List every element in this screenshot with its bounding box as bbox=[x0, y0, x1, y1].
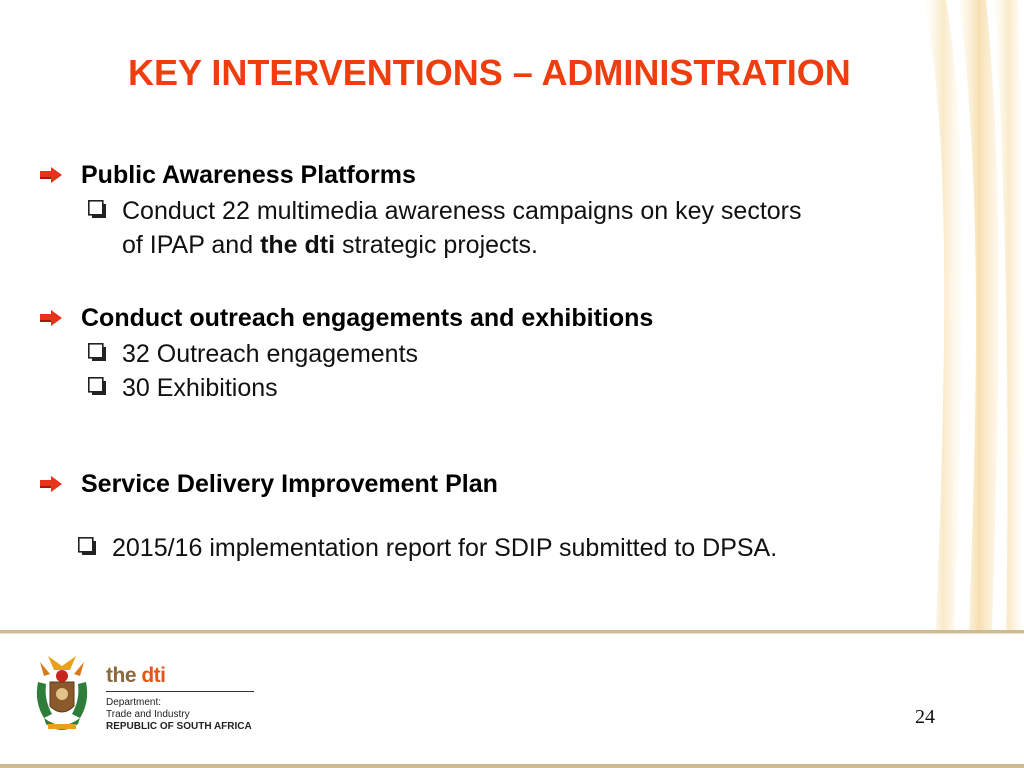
page-number: 24 bbox=[915, 706, 935, 728]
bullet-heading: Conduct outreach engagements and exhibitions bbox=[81, 304, 654, 332]
checkbox-icon bbox=[88, 377, 106, 395]
slide-title: KEY INTERVENTIONS – ADMINISTRATION bbox=[128, 52, 851, 93]
sub-item-text: 32 Outreach engagements bbox=[122, 340, 419, 368]
sub-item-text-line1: Conduct 22 multimedia awareness campaigns on key sectors bbox=[122, 197, 802, 225]
sub-item-text: 2015/16 implementation report for SDIP submitted to DPSA. bbox=[112, 534, 778, 562]
dti-logo bbox=[106, 664, 256, 733]
bullet-heading: Public Awareness Platforms bbox=[81, 161, 416, 189]
red-arrow-icon bbox=[40, 310, 62, 326]
sub-item-text: 30 Exhibitions bbox=[122, 374, 278, 402]
country-name: REPUBLIC OF SOUTH AFRICA bbox=[106, 721, 252, 732]
checkbox-icon bbox=[88, 200, 106, 218]
checkbox-icon bbox=[78, 537, 96, 555]
decorative-stripes bbox=[914, 0, 1024, 632]
the-dti-bold: the dti bbox=[260, 231, 336, 259]
coat-of-arms-icon bbox=[30, 652, 94, 738]
red-arrow-icon bbox=[40, 476, 62, 492]
bullet-heading: Service Delivery Improvement Plan bbox=[81, 470, 498, 498]
red-arrow-icon bbox=[40, 167, 62, 183]
footer-divider-shadow bbox=[0, 633, 1024, 634]
dept-name: Trade and Industry bbox=[106, 709, 190, 720]
dept-label: Department: bbox=[106, 697, 162, 708]
logo-rule bbox=[106, 691, 254, 692]
sub-item-text-line2: of IPAP and the dti strategic projects. bbox=[122, 231, 538, 259]
logo-wordmark: the dti bbox=[106, 664, 166, 687]
footer-bottom-bar bbox=[0, 764, 1024, 768]
checkbox-icon bbox=[88, 343, 106, 361]
